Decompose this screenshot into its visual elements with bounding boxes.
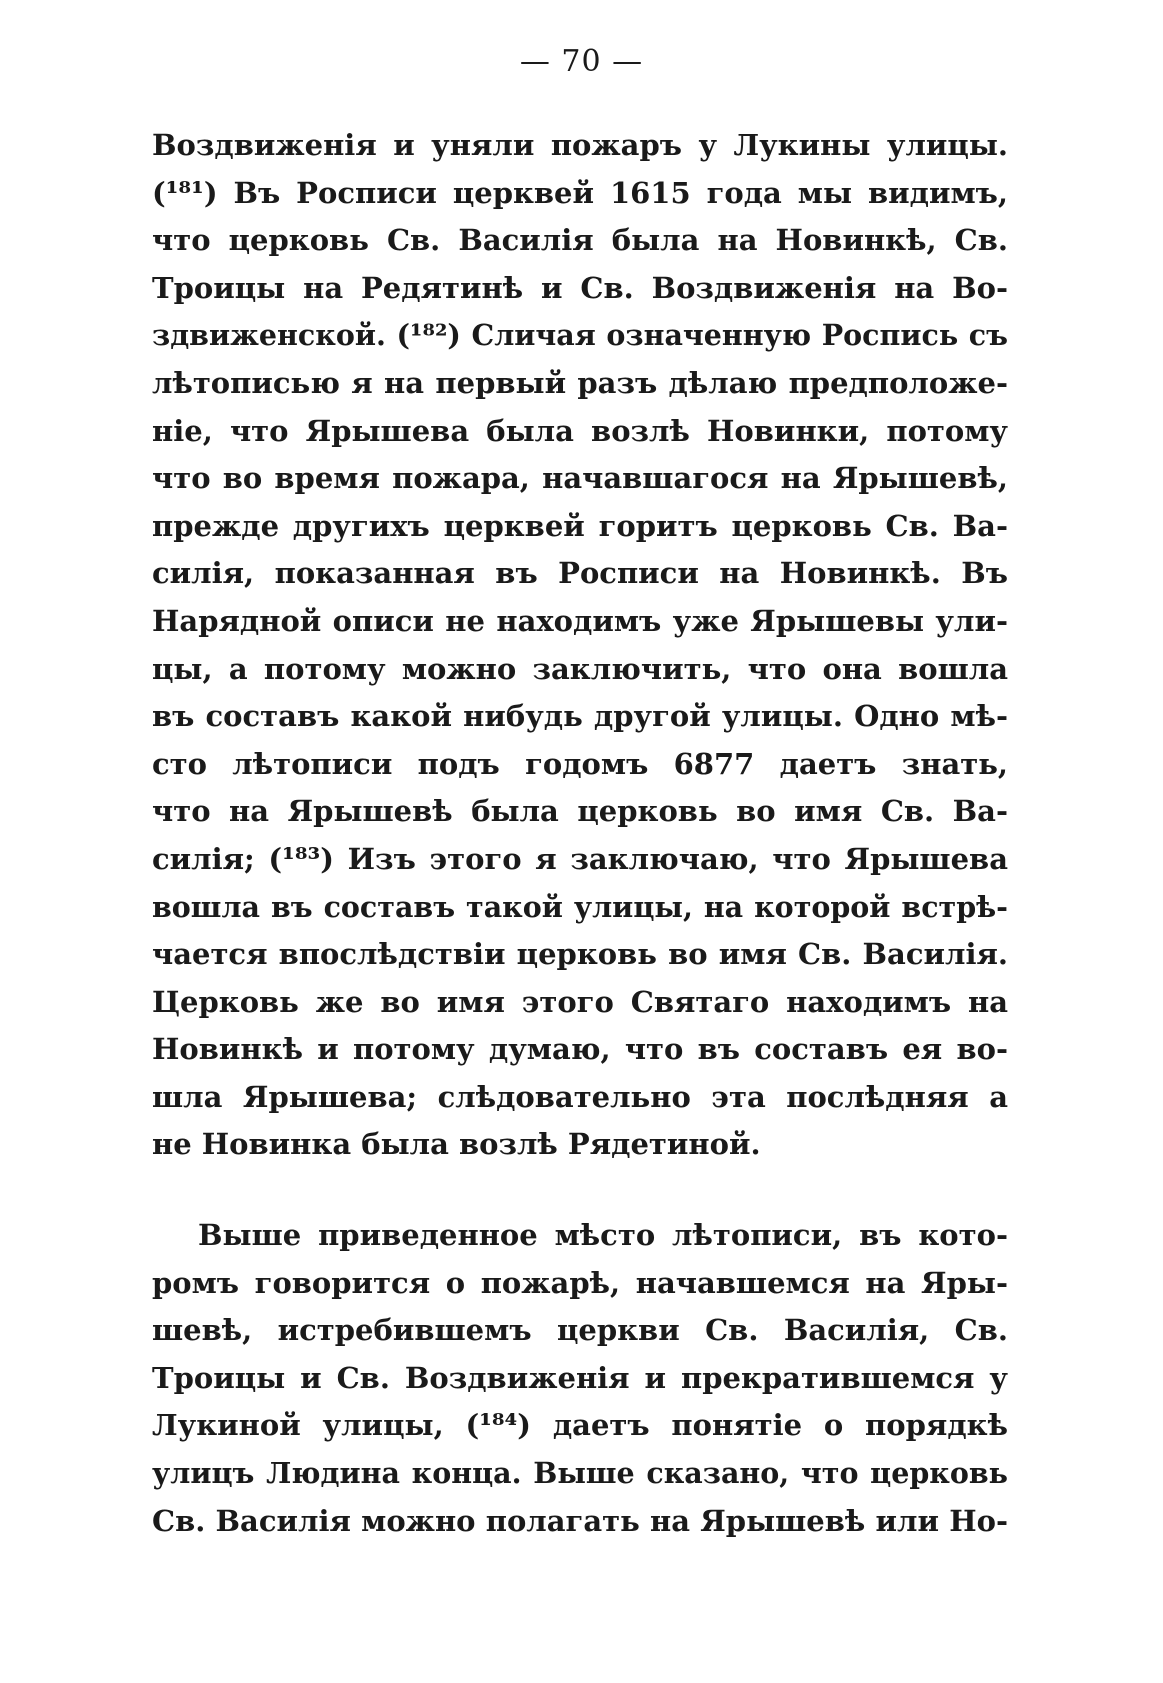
- text-line: силія, показанная въ Росписи на Новинкѣ. Въ: [152, 556, 1008, 591]
- text-line: что во время пожара, начавшагося на Ярышевѣ,: [152, 461, 1008, 496]
- text-line: ніе, что Ярышева была возлѣ Новинки, потому: [152, 413, 1008, 448]
- text-line: Воздвиженія и уняли пожаръ у Лукины улицы.: [152, 128, 1008, 162]
- text-line: не Новинка была возлѣ Рядетиной.: [152, 1127, 761, 1162]
- text-line: Св. Василія можно полагать на Ярышевѣ или Но-: [152, 1503, 1008, 1538]
- text-line: силія; (¹⁸³) Изъ этого я заключаю, что Ярышева: [152, 841, 1008, 876]
- text-line: Церковь же во имя этого Святаго находимъ на: [152, 984, 1008, 1019]
- text-line: вошла въ составъ такой улицы, на которой встрѣ-: [152, 889, 1008, 924]
- text-line: Троицы и Св. Воздвиженія и прекратившемся у: [152, 1360, 1008, 1395]
- text-line: что на Ярышевѣ была церковь во имя Св. Ва-: [152, 794, 1008, 829]
- text-line: что церковь Св. Василія была на Новинкѣ, Св.: [152, 223, 1008, 258]
- paragraph-2: [152, 1212, 1008, 1545]
- text-line: Троицы на Редятинѣ и Св. Воздвиженія на Во-: [152, 270, 1008, 305]
- text-line: Нарядной описи не находимъ уже Ярышевы ули-: [152, 603, 1008, 638]
- text-line: Лукиной улицы, (¹⁸⁴) даетъ понятіе о порядкѣ: [152, 1408, 1008, 1443]
- text-line: прежде другихъ церквей горитъ церковь Св. Ва-: [152, 508, 1008, 543]
- text-line: въ составъ какой нибудь другой улицы. Одно мѣ-: [152, 699, 1008, 734]
- text-line: цы, а потому можно заключить, что она вошла: [152, 651, 1008, 686]
- text-line: улицъ Людина конца. Выше сказано, что церковь: [152, 1455, 1008, 1490]
- text-line: лѣтописью я на первый разъ дѣлаю предположе-: [152, 365, 1008, 400]
- page-number: — 70 —: [519, 44, 644, 79]
- text-line: Новинкѣ и потому думаю, что въ составъ ея во-: [152, 1032, 1008, 1067]
- text-line: чается впослѣдствіи церковь во имя Св. Василія.: [152, 937, 1008, 972]
- text-line: сто лѣтописи подъ годомъ 6877 даетъ знать,: [152, 746, 1008, 781]
- paragraph-1: [152, 122, 1008, 1169]
- text-line: шла Ярышева; слѣдовательно эта послѣдняя а: [152, 1079, 1008, 1114]
- text-line: шевѣ, истребившемъ церкви Св. Василія, Св.: [152, 1313, 1008, 1348]
- text-line: Выше приведенное мѣсто лѣтописи, въ кото-: [198, 1218, 1008, 1252]
- text-line: здвиженской. (¹⁸²) Сличая означенную Роспись съ: [152, 318, 1008, 353]
- text-line: (¹⁸¹) Въ Росписи церквей 1615 года мы видимъ,: [152, 175, 1008, 210]
- text-line: ромъ говорится о пожарѣ, начавшемся на Яры-: [152, 1265, 1008, 1300]
